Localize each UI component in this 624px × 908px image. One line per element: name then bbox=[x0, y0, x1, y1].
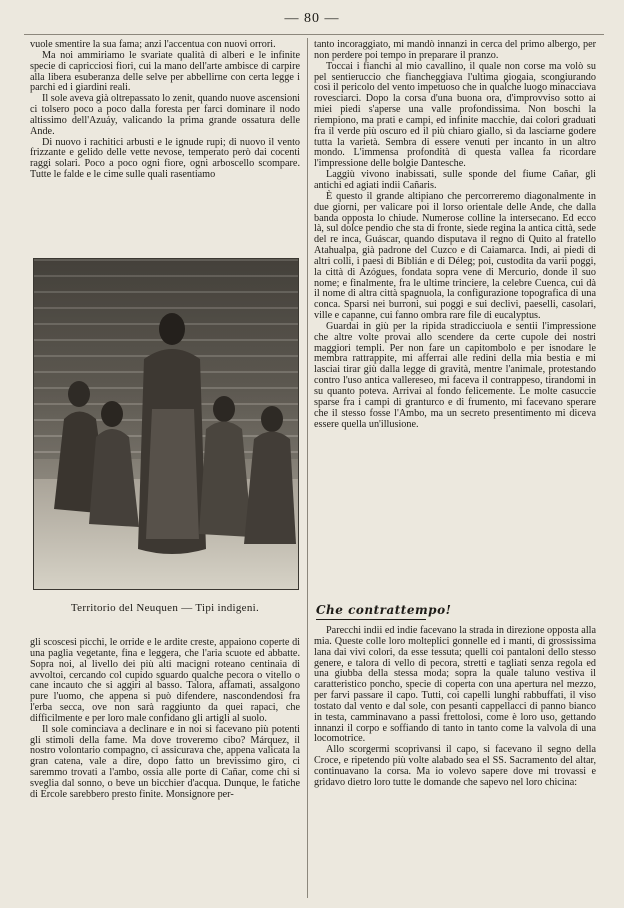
paragraph: tanto incoraggiato, mi mandò innanzi in cerca del primo albergo, per non perdere poi tempo in preparare il pranzo. bbox=[314, 39, 596, 61]
paragraph: Parecchi indii ed indie facevano la strada in direzione opposta alla mia. Queste colle loro molteplici gonnelle ed i manti, di grossissima lana dai vivi colori, da esse tessuta; quelli coi pantaloni dello stesso genere, e talora di vello di pecora, stretti e tagliati senza regola ed una giubba della stessa moda; sopra la quale taluno vestiva il caratteristico poncho, specie di coperta con una apertura nel mezzo, per farvi passare il capo. Tutti, coi capelli lunghi rabbuffati, il viso tostato dal vento e dal sole, con pesanti cappellacci di panno bianco in testa, camminavano a passi frettolosi, come è loro uso, gettando innanzi il corpo e soffiando di tanto in tanto come la valvola di una locomotrice. bbox=[314, 625, 596, 745]
photo-figures bbox=[34, 259, 298, 589]
paragraph: Ma noi ammiriamo le svariate qualità di alberi e le infinite specie di capricciosi fiori, cui la mano dell'arte ambisce di carpire alla libera esuberanza delle selve per abbellirne con certa legge i parchi ed i giardini reali. bbox=[30, 49, 300, 94]
section-heading: Che contrattempo! bbox=[316, 603, 596, 620]
paragraph: Allo scorgermi scoprivansi il capo, si facevano il segno della Croce, e ripetendo più volte alabado sea el SS. Sacramento del altar, continuavano la corsa. Ma io volevo sapere dove mi trovassi e gridavo dietro loro tutte le domande che sapevo nel loro chicina: bbox=[314, 744, 596, 788]
photo-caption: Territorio del Neuquen — Tipi indigeni. bbox=[70, 602, 260, 614]
paragraph: Laggiù vivono inabissati, sulle sponde del fiume Cañar, gli antichi ed agiati indii Cañaris. bbox=[314, 169, 596, 191]
paragraph: Toccai i fianchi al mio cavallino, il quale non corse ma volò su pel sentieruccio che fiancheggiava l'ultima giogaia, scongiurando così il pericolo del vento impetuoso che in qualche luogo minacciava rovesciarci. Dopo la corsa d'una buona ora, d'improvviso sotto ai miei piedi s'aperse una valle profondissima. Non boschi la riempiono, ma prati e campi, ed infinite macchie, dai colori graduati fra il verde più oscuro ed il più chiaro giallo, sì da lasciarne godere tutta la varietà. Sembra di essere venuti per incanto in un altro mondo. L'immensa profondità di questa vallea fa ricordare l'impressione delle bolgie Dantesche. bbox=[314, 60, 596, 170]
paragraph: Guardai in giù per la ripida stradicciuola e sentii l'impressione che altre volte provai allo scendere da certe cupole dei nostri maggiori templi. Per non fare un capitombolo e per isnodare le membra rattrappite, mi afferrai alle redini della mia bestia e mi lasciai tirar giù dalla legge di gravità, mentre l'animale, protestando contro l'uso antica vallereseo, mi faceva il contrappeso, tirandomi in su quanto poteva. Arrivai al fondo felicemente. Le molte casuccie sparse fra i campi di granturco e di frumento, mi facevano sperare che il stesso fosse l'Ambo, ma un secreto presentimento mi diceva essere quella un'illusione. bbox=[314, 320, 596, 430]
paragraph: Il sole cominciava a declinare e in noi si facevano più potenti gli stimoli della fame. Ma dove troveremo cibo? Márquez, il nostro volontario compagno, ci assicurava che, appena valicata la gran catena, vale a dire, dopo fatto un brevissimo giro, ci saremmo trovati a l'ambo, ossia alle porte di Cañar, come chi si sveglia dal sonno, o beve un bicchier d'acqua. Dunque, le fatiche di Ercole sarebbero presto finite. Monsignore per- bbox=[30, 723, 300, 800]
indigenous-people-photo bbox=[33, 258, 299, 590]
paragraph: Il sole aveva già oltrepassato lo zenit, quando nuove ascensioni ci tolsero poco a poco dalla foresta per farci dominare il nodo altissimo dell'Azuáy, valicando la prima grande ossatura delle Ande. bbox=[30, 93, 301, 137]
header-rule bbox=[24, 34, 604, 35]
right-column-bottom-text bbox=[314, 626, 596, 789]
right-column-top-text bbox=[314, 40, 596, 430]
paragraph: vuole smentire la sua fama; anzi l'accentua con nuovi orrori. bbox=[30, 39, 276, 50]
column-divider bbox=[307, 38, 308, 898]
left-column-bottom-text bbox=[30, 638, 300, 801]
paragraph: gli scoscesi picchi, le orride e le ardite creste, appaiono coperte di una paglia vegetante, fina e leggera, che l'aria scuote ed abbatte. Sopra noi, al livello dei più alti macigni roteano centinaia di avvoltoi, cercando col cupido sguardo qualche pecora o vitello o cane incauto che si aggiri al basso. Talora, affamati, assalgono pure l'uomo, che appena si può difendere, nascondendosi fra l'erba secca, ove non sarà raggiunto da quei rapaci, che difficilmente e per loro male confidano gli artigli al suolo. bbox=[30, 637, 300, 724]
paragraph: Di nuovo i rachitici arbusti e le ignude rupi; di nuovo il vento frizzante e gelido delle vette nevose, temperato però dai cocenti raggi solari. Poco a poco ogni fiore, ogni arboscello scompare. Tutte le falde e le cime sulle quali rasentiamo bbox=[30, 136, 300, 181]
left-column-top-text bbox=[30, 40, 300, 181]
paragraph: È questo il grande altipiano che percorreremo diagonalmente in due giorni, per valicare poi il lorso orientale delle Ande, che dalla banda opposta lo chiude. Numerose colline la intersecano. Ed ecco là, sul dolce pendio che sta di fronte, siede regina la antica città, sede del re inca, Guáscar, quando disputava il regno di Quito al fratello Atahualpa, già padrone del Cuzco e di Caiamarca. Indi, ai piedi di altri colli, i paesi di Biblián e di Déleg; poi, custodita da varii poggi, la città di Azógues, fondata sopra vene di Mercurio, donde il suo nome; e finalmente, fra le ultime trinciere, la celebre Cuenca, cui dà il nome di altra città spagnuola, la configurazione topografica di una conca. Sparsi nei burroni, sui poggi e sui declivi, paeselli, casolari, ville e capanne, cui fanno ombra rare file di eucalyptus. bbox=[314, 190, 596, 322]
page-number: — 80 — bbox=[284, 11, 340, 26]
